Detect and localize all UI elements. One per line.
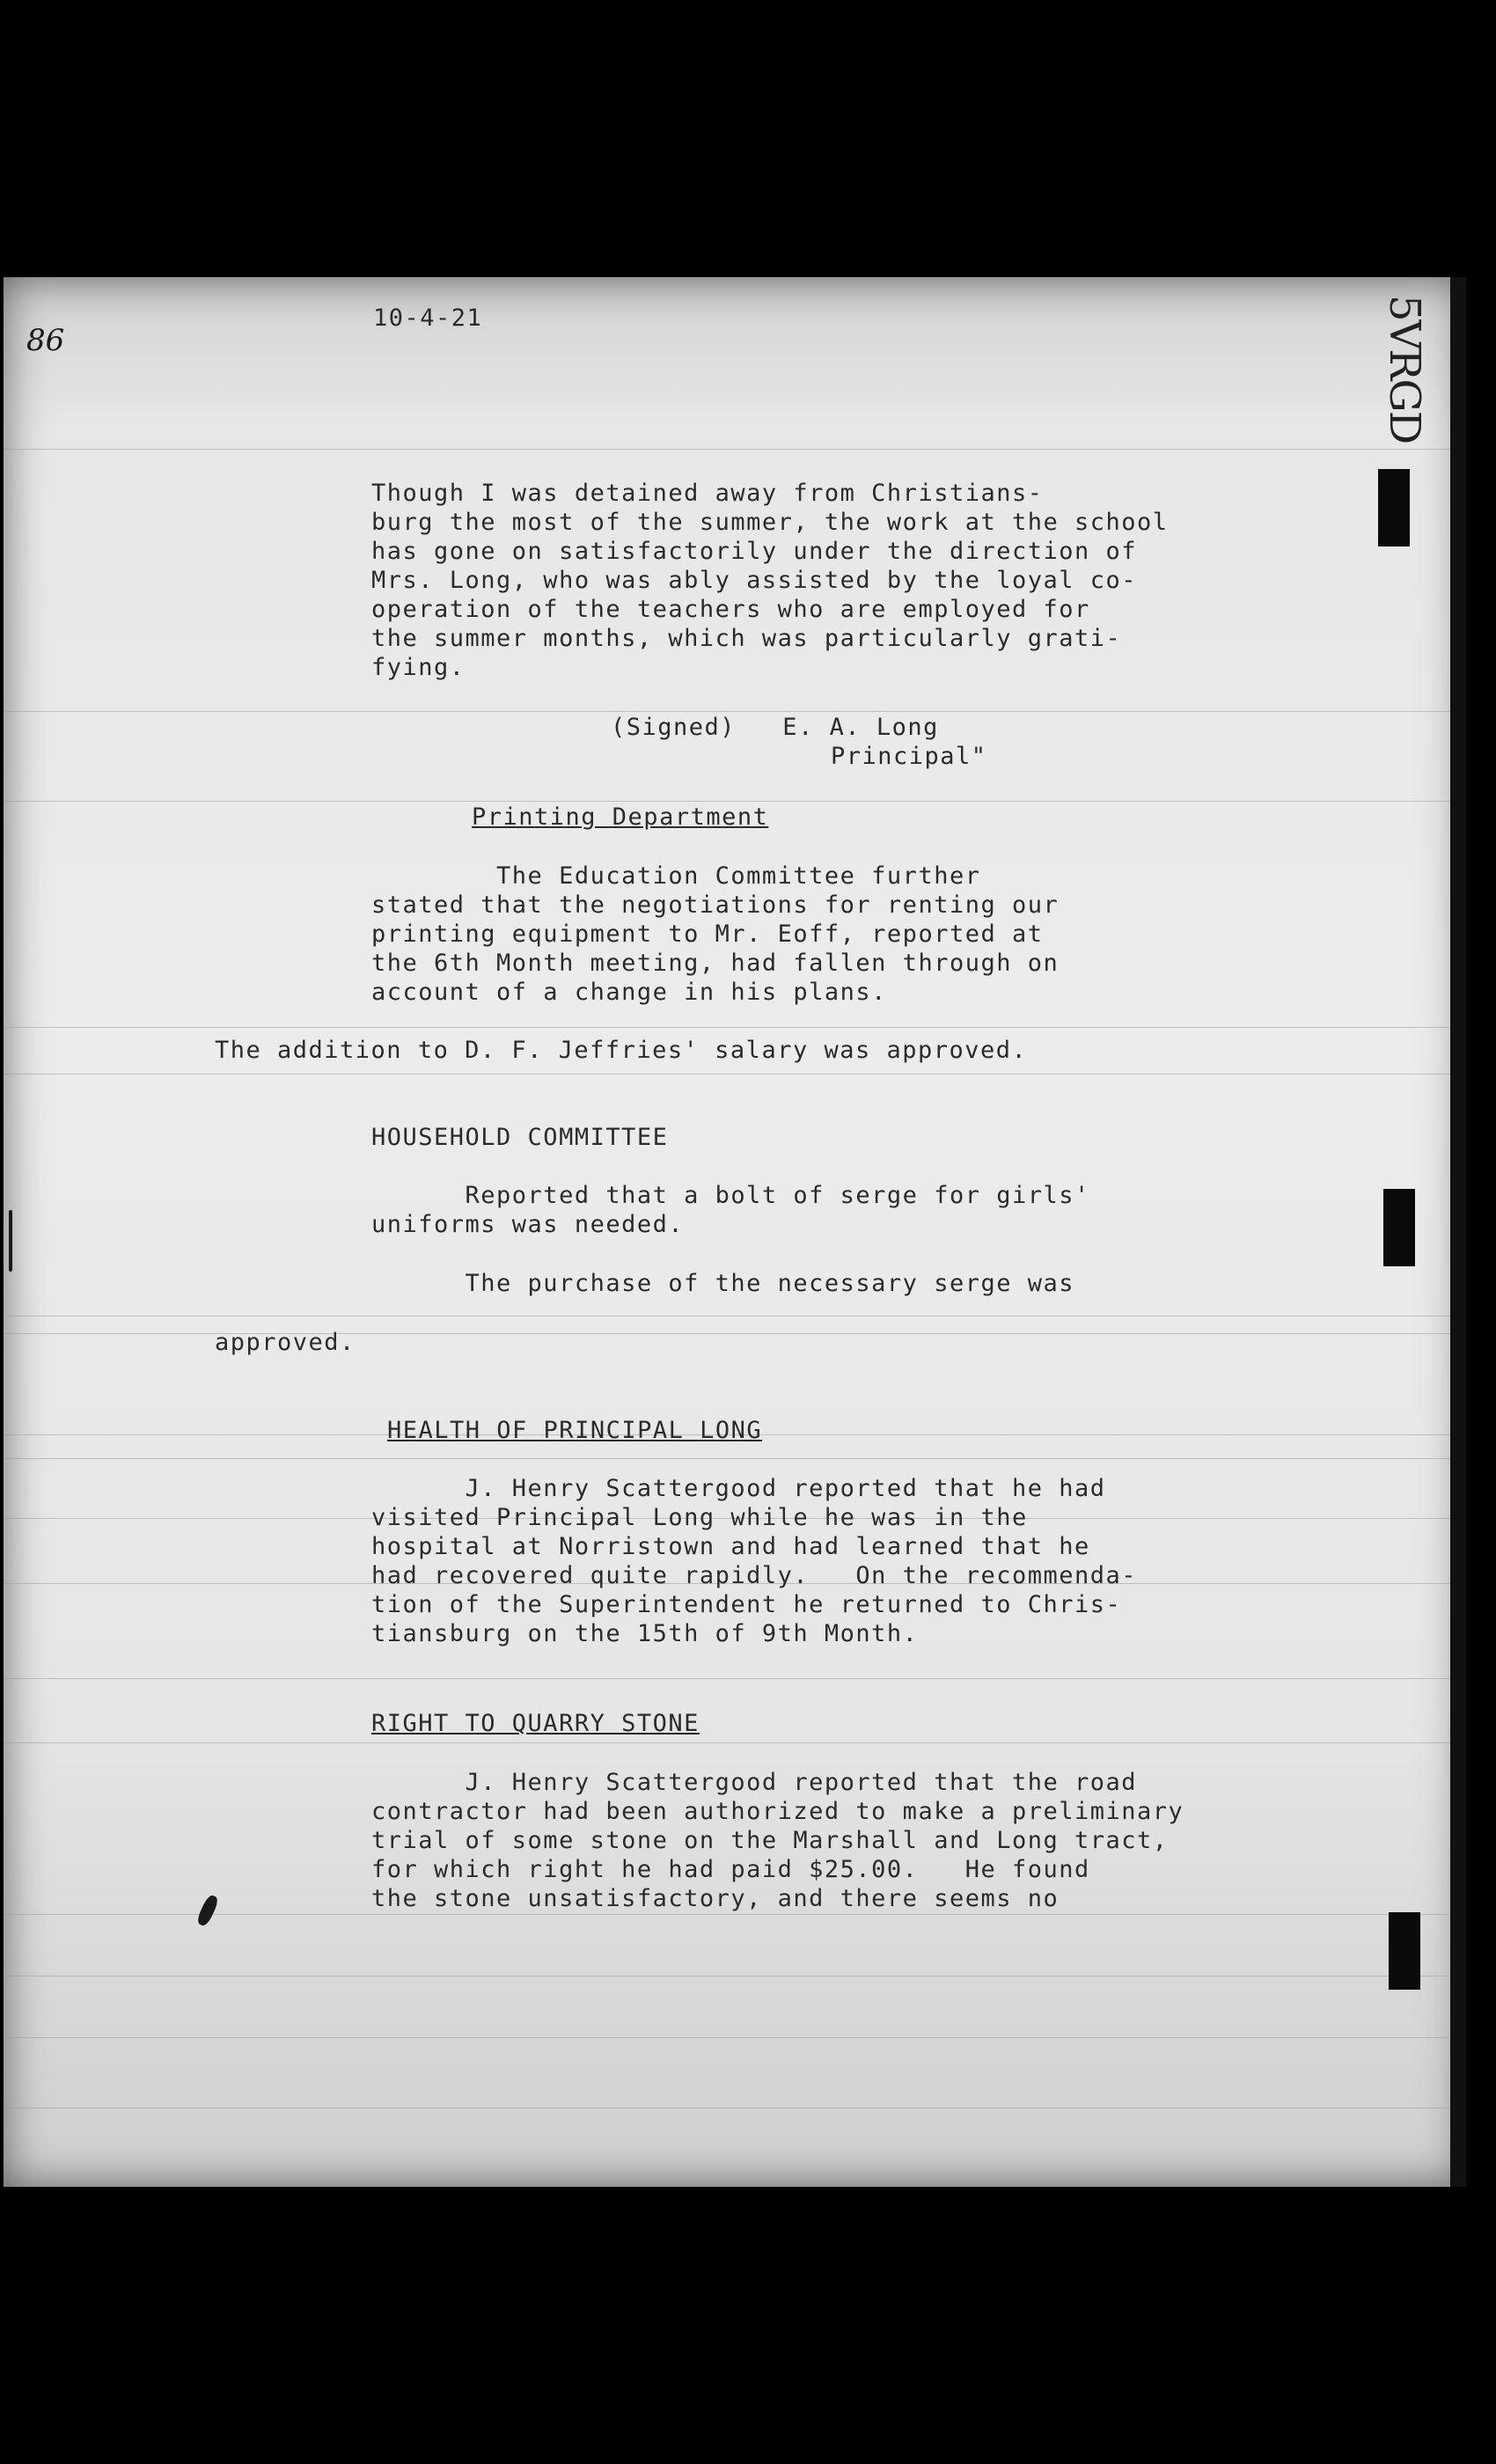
ink-blot: [195, 1894, 220, 1928]
printing-paragraph: The Education Committee further stated that the negotiations for renting our printing equipment to Mr. Eoff, reported at the 6th Month meeting, had fallen through on account of a change in his plans.: [371, 862, 1060, 1006]
heading-household-committee: HOUSEHOLD COMMITTEE: [371, 1124, 669, 1151]
household-paragraph: Reported that a bolt of serge for girls' uniforms was needed.: [371, 1182, 1090, 1238]
document-page: [4, 277, 1466, 2187]
margin-bracket: [9, 1210, 12, 1272]
jeffries-salary-line: The addition to D. F. Jeffries' salary was approved.: [215, 1037, 1028, 1064]
quarry-paragraph: J. Henry Scattergood reported that the road contractor had been authorized to make a preliminary trial of some stone on the Marshall and Long tract, for which right he had paid $25.00. He found the stone unsatisfactory, and there seems no: [371, 1769, 1184, 1912]
health-paragraph: J. Henry Scattergood reported that he had visited Principal Long while he was in the hospital at Norristown and had learned that he had recovered quite rapidly. On the recommenda- tion of the Superintendent he returned to Chris- tiansburg on the 15th of 9th Month.: [371, 1475, 1138, 1647]
signature-title: Principal": [831, 743, 987, 770]
letter-paragraph: Though I was detained away from Christians- burg the most of the summer, the work at the school has gone on satisfactorily under the direction of Mrs. Long, who was ably assisted by the loyal co- operation of the teachers who are employed for the summer months, which was particularly grati- fying.: [371, 480, 1169, 681]
archive-stamp: 5VRGD: [1380, 295, 1429, 444]
signature: (Signed) E. A. Long: [611, 714, 939, 741]
heading-health-of-principal: HEALTH OF PRINCIPAL LONG: [387, 1417, 763, 1444]
page-edge-bar: [1450, 277, 1466, 2187]
heading-printing-department: Printing Department: [472, 803, 769, 831]
margin-marker: [1378, 469, 1410, 546]
heading-right-to-quarry: RIGHT TO QUARRY STONE: [371, 1710, 700, 1737]
serge-purchase-line: The purchase of the necessary serge was: [371, 1270, 1074, 1297]
date-header: 10-4-21: [373, 304, 483, 332]
margin-marker: [1383, 1189, 1415, 1266]
margin-marker: [1389, 1912, 1420, 1990]
handwritten-page-number: 86: [26, 323, 65, 358]
approved-line: approved.: [215, 1329, 356, 1356]
